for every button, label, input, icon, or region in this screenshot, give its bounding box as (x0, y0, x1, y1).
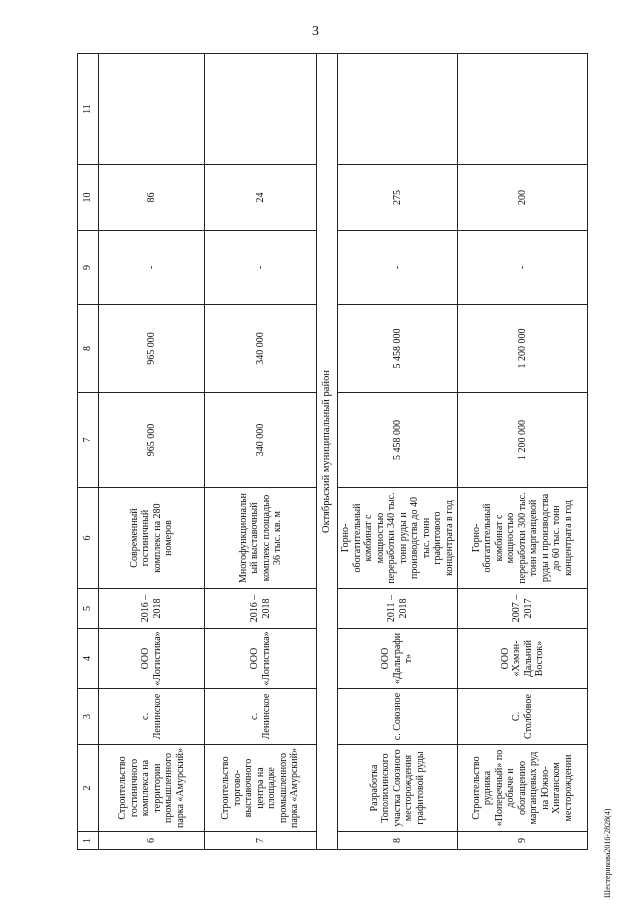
row-number: 6 (99, 832, 205, 850)
rotated-table-container (77, 54, 588, 850)
cell-col11 (338, 54, 458, 165)
cell-col7: 340 000 (205, 393, 317, 488)
district-title: Октябрьский муниципальный район (317, 54, 338, 850)
cell-col11 (458, 54, 588, 165)
projects-table (77, 53, 588, 850)
page-number: 3 (312, 24, 319, 39)
col-num-header: 6 (78, 488, 99, 589)
project-period: 2016 – 2018 (99, 589, 205, 629)
project-period: 2016 – 2018 (205, 589, 317, 629)
col-num-header: 5 (78, 589, 99, 629)
cell-col11 (205, 54, 317, 165)
cell-col10: 200 (458, 165, 588, 231)
project-period: 2011 – 2018 (338, 589, 458, 629)
col-num-header: 10 (78, 165, 99, 231)
project-name: Строительство гостиничного комплекса на территории промышленного парка «Амурский» (99, 745, 205, 832)
project-organization: ООО «Логистика» (205, 629, 317, 689)
cell-col8: 965 000 (99, 305, 205, 393)
project-location: с. Ленинское (99, 689, 205, 745)
col-num-header: 8 (78, 305, 99, 393)
project-name: Разработка Тополихинского участка Союзного месторождения графитовой руды (338, 745, 458, 832)
cell-col9: - (458, 231, 588, 305)
project-name: Строительство торгово-выставочного центра на площадке промышленного парка «Амурский» (205, 745, 317, 832)
project-location: с. Ленинское (205, 689, 317, 745)
cell-col10: 86 (99, 165, 205, 231)
project-location: с. Союзное (338, 689, 458, 745)
cell-col7: 965 000 (99, 393, 205, 488)
project-description: Современный гостиничный комплекс на 280 номеров (99, 488, 205, 589)
col-num-header: 4 (78, 629, 99, 689)
table-row (338, 54, 458, 850)
project-organization: ООО «Логистика» (99, 629, 205, 689)
project-description: Горно-обогатительный комбинат с мощностью переработки 340 тыс. тонн руды и производства до 40 тыс. тонн графитового концентрата в год (338, 488, 458, 589)
cell-col7: 5 458 000 (338, 393, 458, 488)
col-num-header: 1 (78, 832, 99, 850)
table-row (205, 54, 317, 850)
col-num-header: 7 (78, 393, 99, 488)
cell-col10: 275 (338, 165, 458, 231)
cell-col11 (99, 54, 205, 165)
col-num-header: 2 (78, 745, 99, 832)
cell-col8: 5 458 000 (338, 305, 458, 393)
cell-col9: - (205, 231, 317, 305)
cell-col7: 1 200 000 (458, 393, 588, 488)
project-location: С. Столбовое (458, 689, 588, 745)
cell-col8: 1 200 000 (458, 305, 588, 393)
cell-col9: - (338, 231, 458, 305)
cell-col8: 340 000 (205, 305, 317, 393)
col-num-header: 11 (78, 54, 99, 165)
col-num-header: 3 (78, 689, 99, 745)
project-organization: ООО «Хэмэн-Дальний Восток» (458, 629, 588, 689)
row-number: 8 (338, 832, 458, 850)
project-organization: ООО «Дальграфит» (338, 629, 458, 689)
row-number: 9 (458, 832, 588, 850)
table-row (458, 54, 588, 850)
col-num-header: 9 (78, 231, 99, 305)
project-description: Горно-обогатительный комбинат с мощностью переработки 300 тыс. тонн марганцевой руды и производства до 60 тыс. тонн концентрата в год (458, 488, 588, 589)
cell-col9: - (99, 231, 205, 305)
project-description: Многофункциональный выставочный комплекс площадью 36 тыс. кв. м (205, 488, 317, 589)
cell-col10: 24 (205, 165, 317, 231)
row-number: 7 (205, 832, 317, 850)
document-footer-code: Шестерикова2016-2828(4) (603, 808, 612, 898)
project-name: Строительство рудника «Поперечный» по добыче и обогащению марганцевых руд на Южно-Хинганском месторождении (458, 745, 588, 832)
district-row (317, 54, 338, 850)
column-number-row (78, 54, 99, 850)
table-row (99, 54, 205, 850)
project-period: 2007 – 2017 (458, 589, 588, 629)
